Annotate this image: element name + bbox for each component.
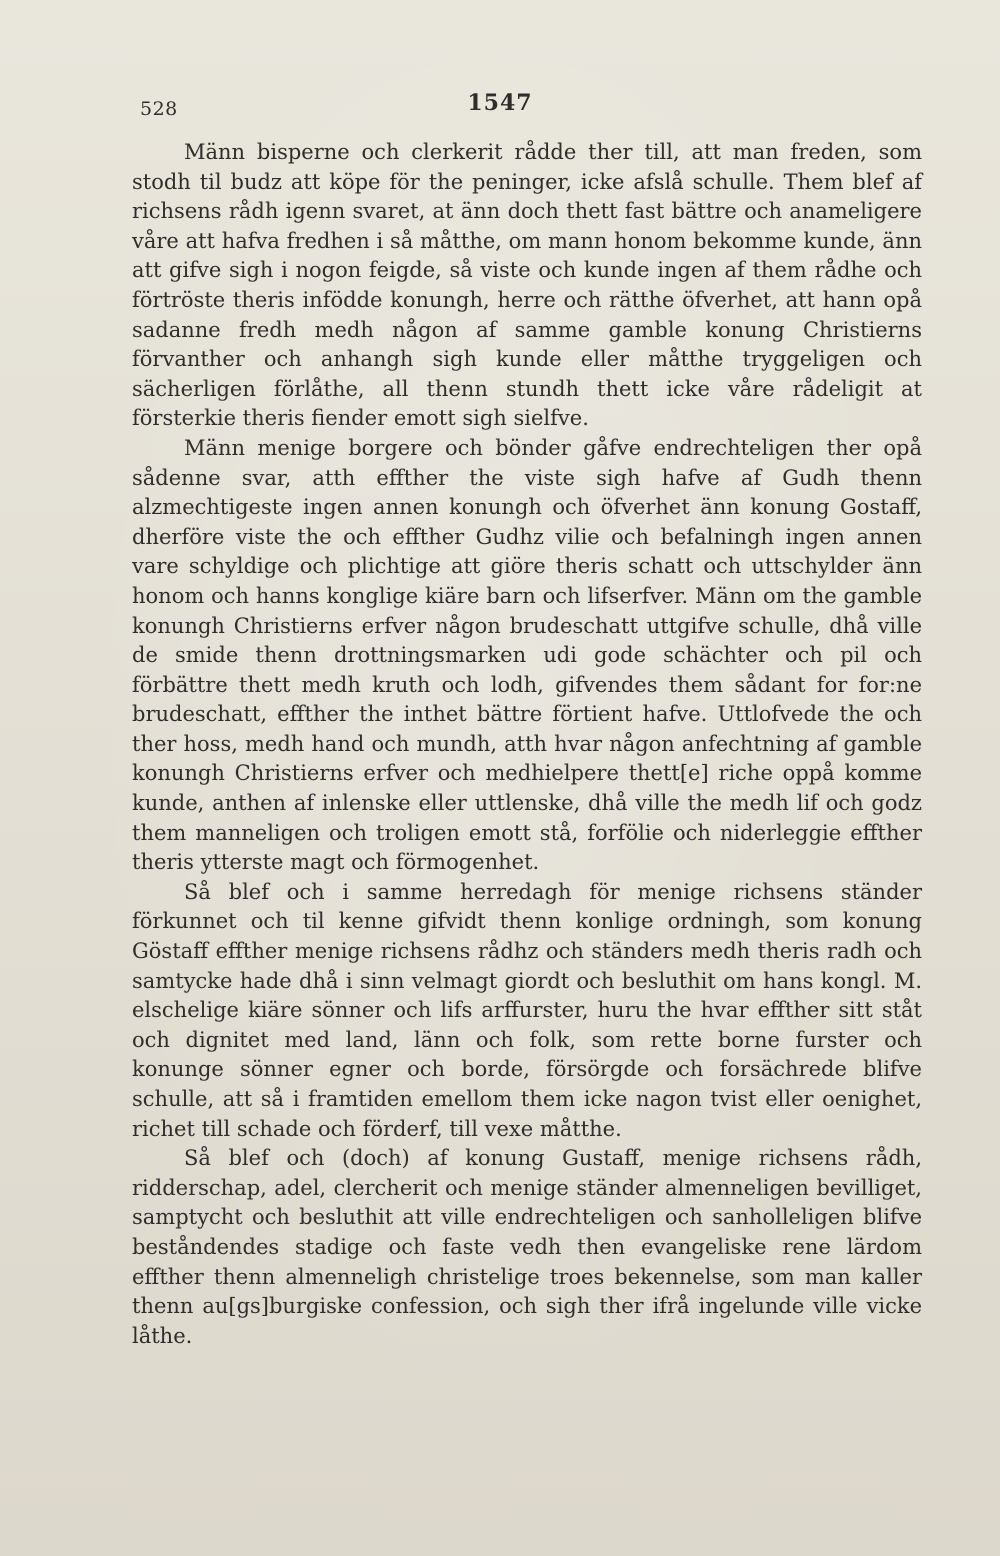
paragraph: Männ bisperne och clerkerit rådde ther till, att man freden, som stodh til budz att köpe för the peninger, icke afslå schulle. Them blef af richsens rådh igenn svaret, at änn doch thett fast bättre och anameligere våre att hafva fredhen i så måtthe, om mann honom bekomme kunde, änn att gifve sigh i nogon feigde, så viste och kunde ingen af them rådhe och förtröste theris infödde konungh, herre och rätthe öfverhet, att hann opå sadanne fredh medh någon af samme gamble konung Christierns förvanther och anhangh sigh kunde eller måtthe tryggeligen och sächerligen förlåthe, all thenn stundh thett icke våre rådeligit at försterkie theris fiender emott sigh sielfve. (132, 140, 922, 431)
paragraph: Så blef och i samme herredagh för menige richsens ständer förkunnet och til kenne gifvidt thenn konlige ordningh, som konung Göstaff effther menige richsens rådhz och ständers medh theris radh och samtycke hade dhå i sinn velmagt giordt och besluthit om hans kongl. M. elschelige kiäre sönner och lifs arffurster, huru the hvar effther sitt ståt och dignitet med land, länn och folk, som rette borne furster och konunge sönner egner och borde, försörgde och forsächrede blifve schulle, att så i framtiden emellom them icke nagon tvist eller oenighet, richet till schade och förderf, till vexe måtthe. (132, 879, 922, 1141)
paragraph: Så blef och (doch) af konung Gustaff, menige richsens rådh, ridderschap, adel, clercherit och menige ständer almenneligen bevilliget, samptycht och besluthit att ville endrechteligen och sanholleligen blifve beståndendes stadige och faste vedh then evangeliske rene lärdom effther thenn almenneligh christelige troes bekennelse, som man kaller thenn au[gs]burgiske confession, och sigh ther ifrå ingelunde ville vicke låthe. (132, 1146, 922, 1348)
body-text (132, 138, 922, 1351)
paragraph: Männ menige borgere och bönder gåfve endrechteligen ther opå sådenne svar, atth effther the viste sigh hafve af Gudh thenn alzmechtigeste ingen annen konungh och öfverhet änn konung Gostaff, dherföre viste the och effther Gudhz vilie och befalningh ingen annen vare schyldige och plichtige att giöre theris schatt och uttschylder änn honom och hanns konglige kiäre barn och lifserfver. Männ om the gamble konungh Christierns erfver någon brudeschatt uttgifve schulle, dhå ville de smide thenn drottningsmarken udi gode schächter och pil och förbättre thett medh kruth och lodh, gifvendes them sådant for for:ne brudeschatt, effther the inthet bättre förtient hafve. Uttlofvede the och ther hoss, medh hand och mundh, atth hvar någon anfechtning af gamble konungh Christierns erfver och medhielpere thett[e] riche oppå komme kunde, anthen af inlenske eller uttlenske, dhå ville the medh lif och godz them manneligen och troligen emott stå, forfölie och niderleggie effther theris ytterste magt och förmogenhet. (132, 435, 922, 875)
page-header-year: 1547 (467, 90, 533, 116)
page-number: 528 (140, 98, 178, 120)
